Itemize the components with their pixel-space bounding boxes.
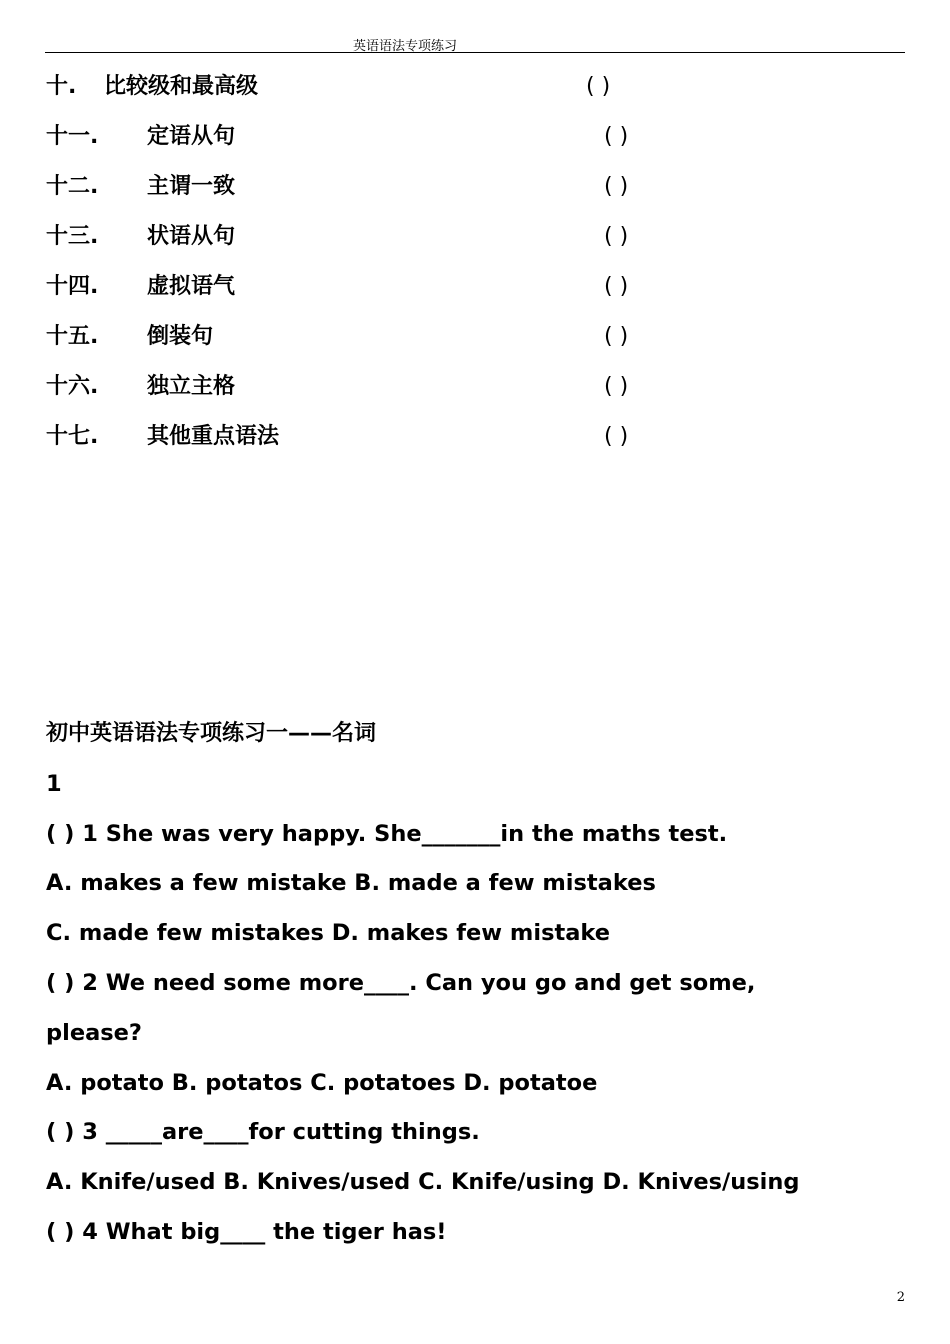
toc-number: 十四.: [46, 274, 99, 299]
toc-number: 十三.: [46, 224, 99, 249]
table-of-contents: [46, 70, 646, 470]
toc-row: [46, 70, 646, 120]
toc-answer-blank: ( ): [604, 174, 629, 199]
header-title: 英语语法专项练习: [352, 39, 457, 54]
toc-answer-blank: ( ): [604, 324, 629, 349]
toc-label: 其他重点语法: [147, 424, 280, 449]
toc-answer-blank: ( ): [586, 74, 611, 99]
question-line: ( ) 1 She was very happy. She_______in the maths test.: [46, 820, 728, 847]
exercise-section: [46, 715, 916, 1263]
section-title: 初中英语语法专项练习一——名词: [46, 721, 377, 746]
toc-answer-blank: ( ): [604, 374, 629, 399]
toc-label: 主谓一致: [147, 174, 236, 199]
part-number: 1: [46, 770, 62, 797]
toc-label: 虚拟语气: [147, 274, 236, 299]
header-divider: [45, 52, 905, 53]
toc-answer-blank: ( ): [604, 124, 629, 149]
question-line: ( ) 3 _____are____for cutting things.: [46, 1119, 480, 1146]
toc-row: [46, 220, 646, 270]
toc-label: 倒装句: [147, 324, 214, 349]
toc-row: [46, 370, 646, 420]
toc-number: 十二.: [46, 174, 99, 199]
toc-row: [46, 120, 646, 170]
toc-answer-blank: ( ): [604, 424, 629, 449]
toc-number: 十一.: [46, 124, 99, 149]
options-line: A. potato B. potatos C. potatoes D. potatoe: [46, 1069, 598, 1096]
toc-number: 十五.: [46, 324, 99, 349]
toc-row: [46, 320, 646, 370]
toc-label: 状语从句: [147, 224, 236, 249]
toc-row: [46, 170, 646, 220]
question-line-continued: please?: [46, 1019, 142, 1046]
toc-row: [46, 420, 646, 470]
options-line: A. makes a few mistake B. made a few mistakes: [46, 870, 656, 897]
toc-row: [46, 270, 646, 320]
options-line: A. Knife/used B. Knives/used C. Knife/using D. Knives/using: [46, 1169, 800, 1196]
question-line: ( ) 2 We need some more____. Can you go and get some,: [46, 969, 756, 996]
page-number: 2: [896, 1290, 905, 1305]
toc-number: 十.: [46, 74, 77, 99]
toc-label: 独立主格: [147, 374, 236, 399]
toc-answer-blank: ( ): [604, 274, 629, 299]
toc-label: 比较级和最高级: [104, 74, 259, 99]
toc-answer-blank: ( ): [604, 224, 629, 249]
toc-number: 十六.: [46, 374, 99, 399]
question-line: ( ) 4 What big____ the tiger has!: [46, 1218, 447, 1245]
options-line: C. made few mistakes D. makes few mistake: [46, 920, 611, 947]
toc-number: 十七.: [46, 424, 99, 449]
toc-label: 定语从句: [147, 124, 236, 149]
